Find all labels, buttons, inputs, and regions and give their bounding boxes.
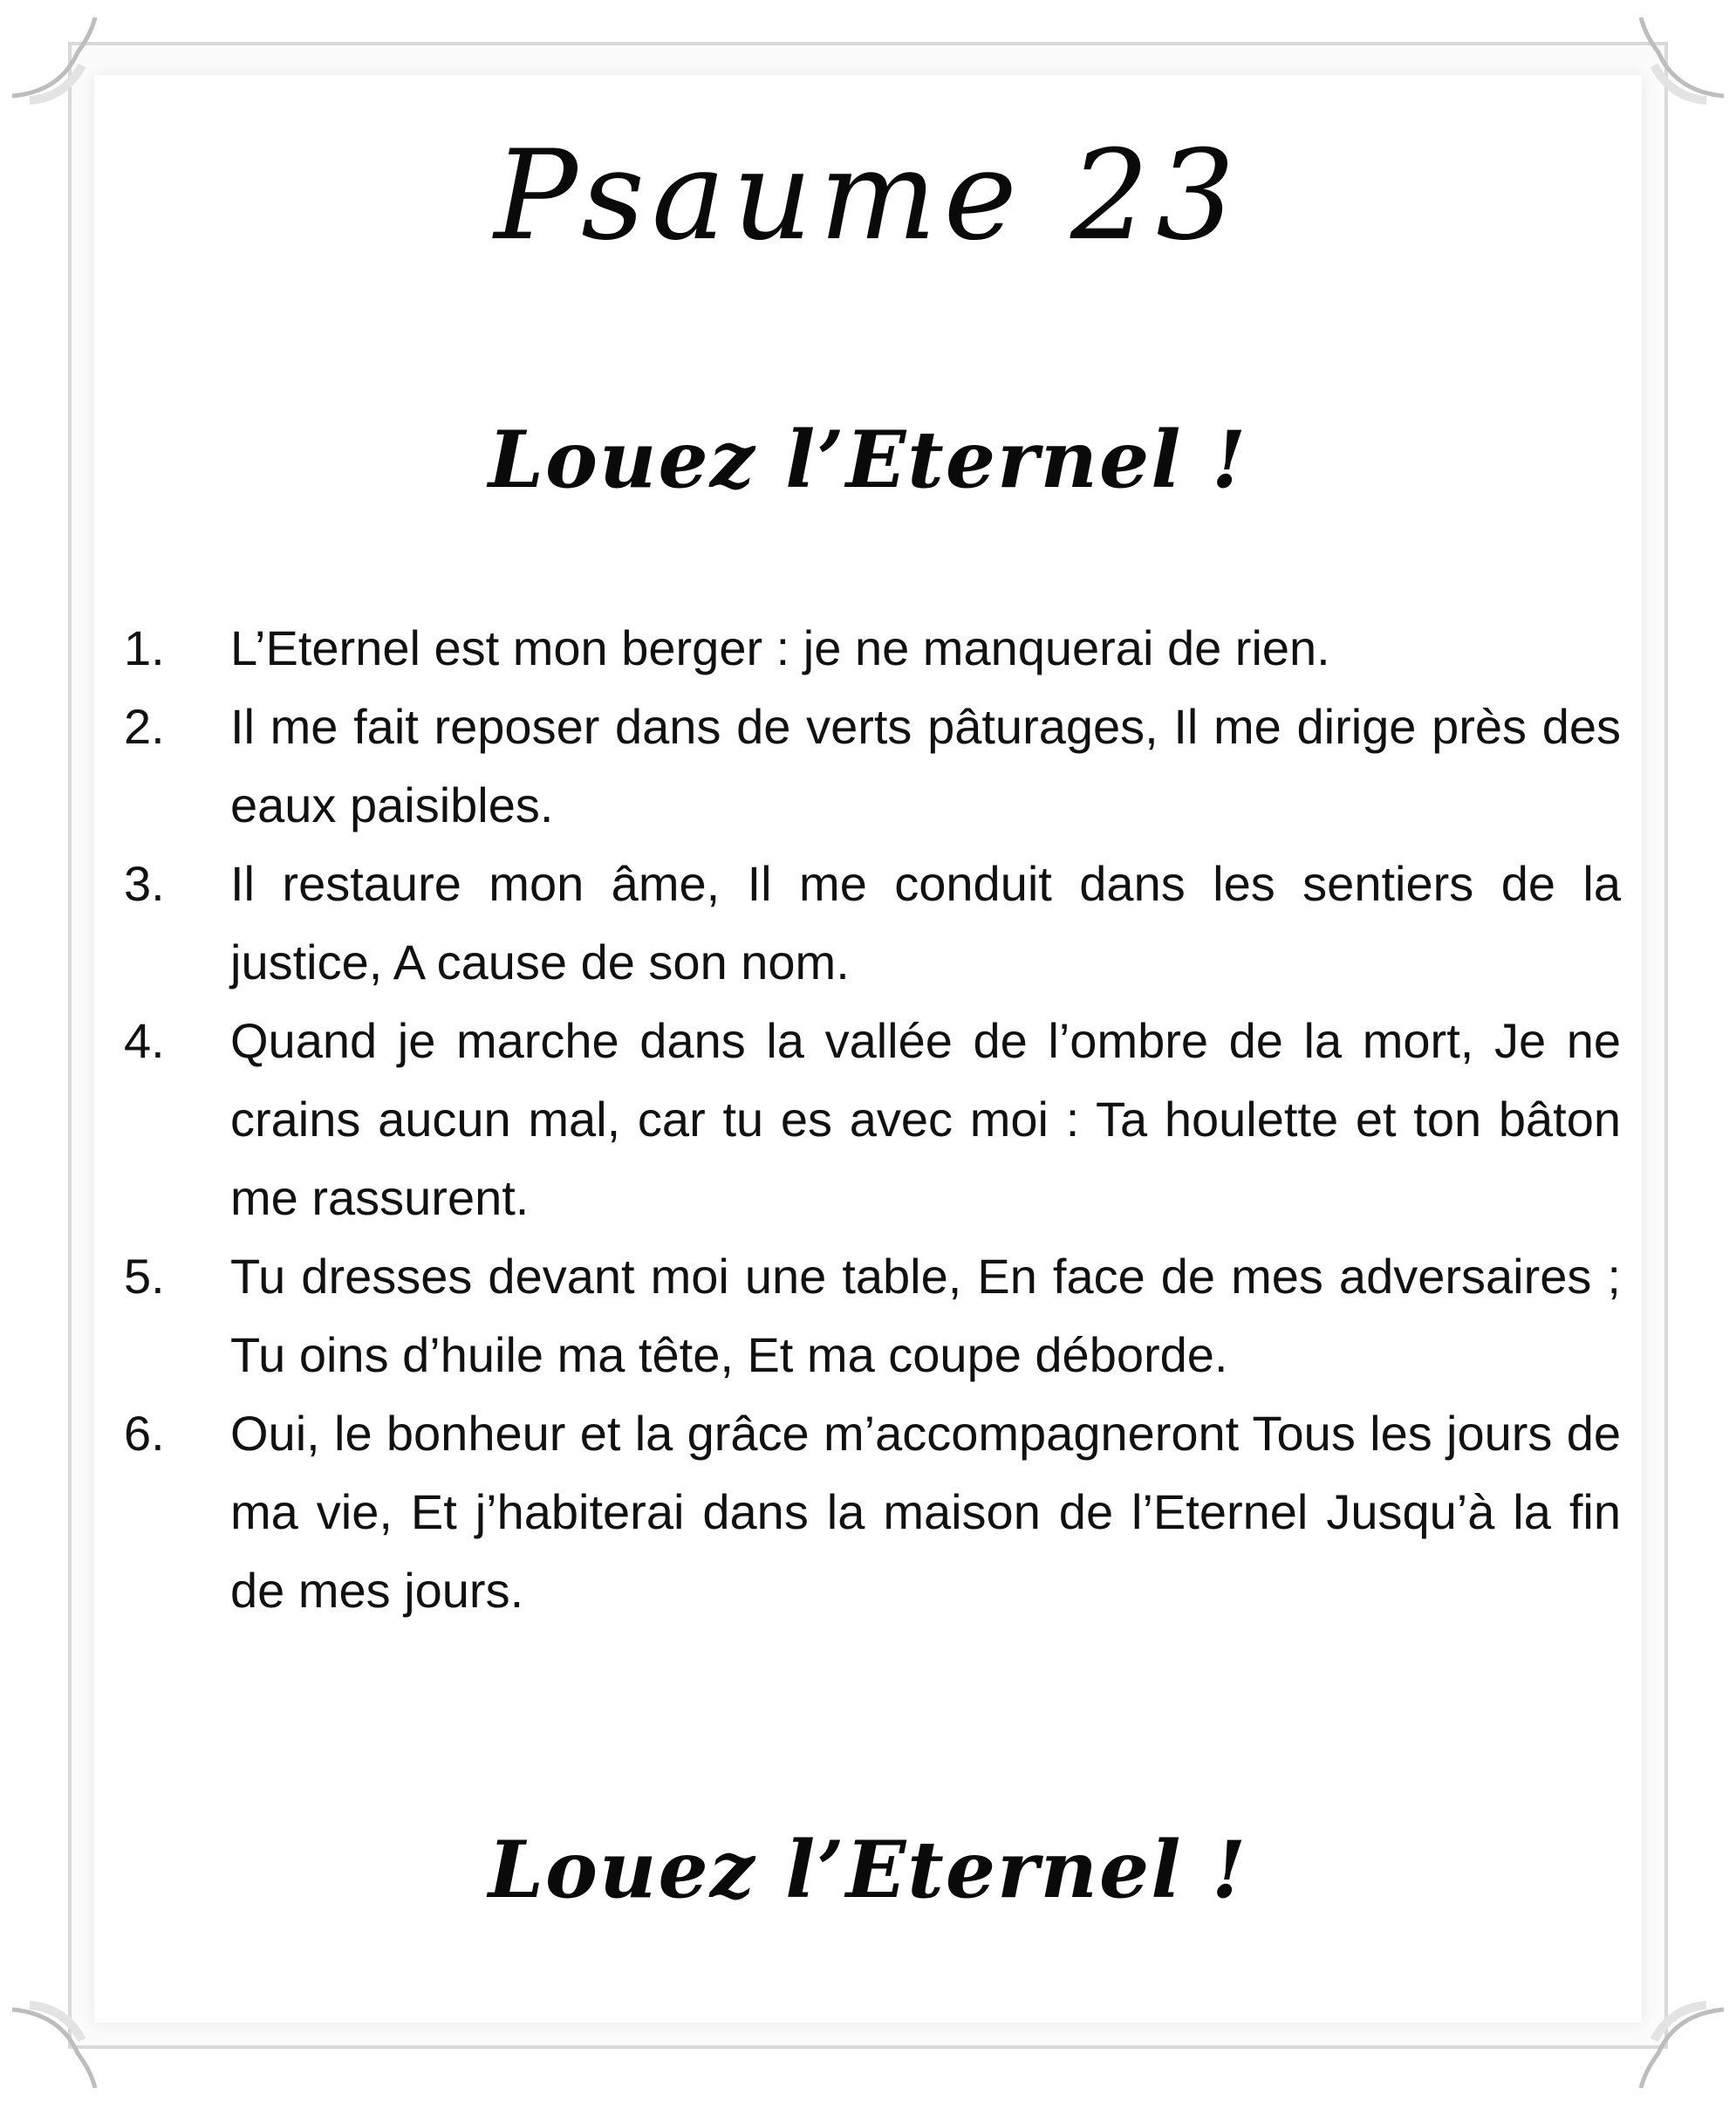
page-title: Psaume 23	[494, 124, 1242, 268]
verse-list	[124, 609, 1621, 1630]
verse-item	[124, 1002, 1621, 1237]
verse-item	[124, 609, 1621, 688]
verse-text: Quand je marche dans la vallée de l’ombre de la mort, Je ne crains aucun mal, car tu es avec moi : Ta houlette et ton bâton me rassurent.	[230, 1013, 1621, 1225]
verse-text: Il restaure mon âme, Il me conduit dans les sentiers de la justice, A cause de son nom.	[230, 856, 1621, 989]
verse-item	[124, 688, 1621, 845]
verse-item	[124, 1394, 1621, 1630]
subtitle-bottom: Louez l’Eternel !	[488, 1824, 1248, 1916]
verse-number: 3.	[124, 856, 165, 911]
verse-number: 2.	[124, 699, 165, 754]
verse-text: Oui, le bonheur et la grâce m’accompagneront Tous les jours de ma vie, Et j’habiterai dans la maison de l’Eternel Jusqu’à la fin de mes jours.	[230, 1406, 1621, 1618]
verse-item	[124, 1237, 1621, 1394]
verse-number: 6.	[124, 1406, 165, 1461]
verse-text: Il me fait reposer dans de verts pâturages, Il me dirige près des eaux paisibles.	[230, 699, 1621, 832]
verse-text: Tu dresses devant moi une table, En face de mes adversaires ; Tu oins d’huile ma tête, Et ma coupe déborde.	[230, 1249, 1621, 1382]
verse-number: 5.	[124, 1249, 165, 1304]
verse-number: 1.	[124, 620, 165, 675]
verse-item	[124, 845, 1621, 1002]
subtitle-top: Louez l’Eternel !	[488, 414, 1248, 506]
verse-number: 4.	[124, 1013, 165, 1068]
verse-text: L’Eternel est mon berger : je ne manquerai de rien.	[230, 620, 1330, 675]
